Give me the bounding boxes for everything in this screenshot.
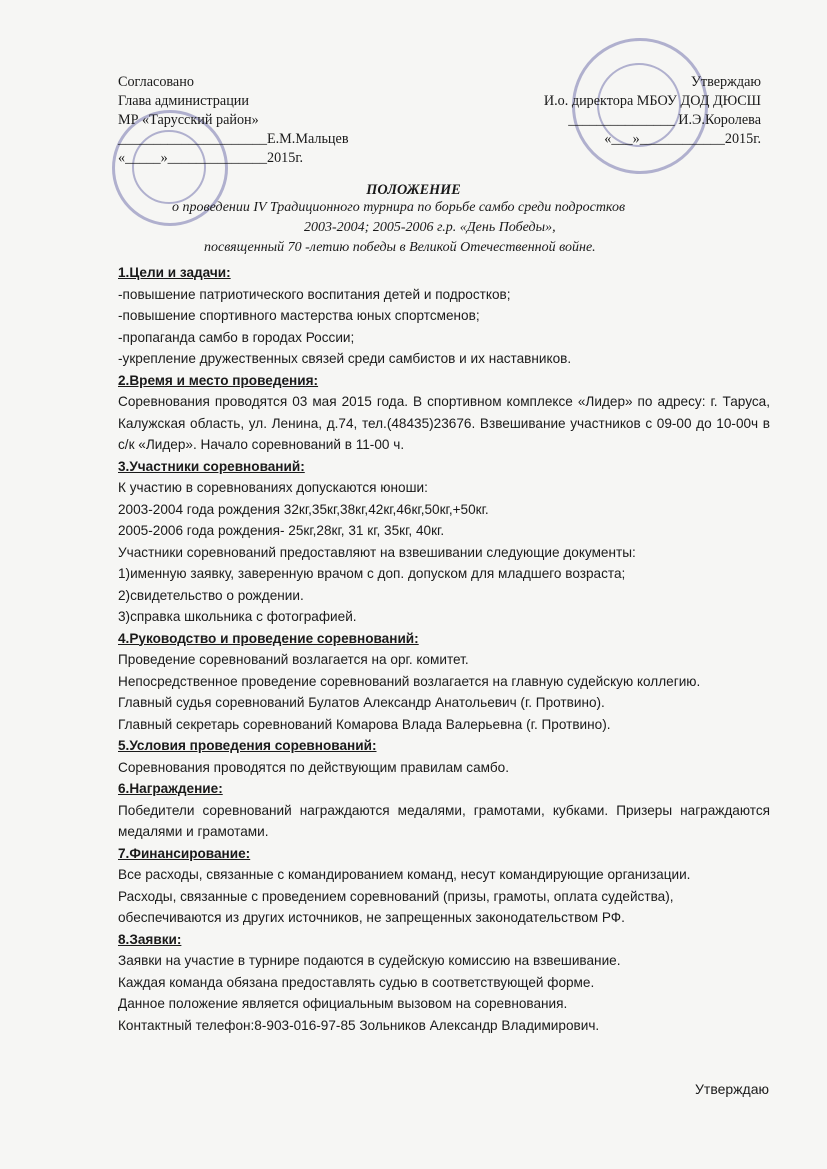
paragraph-line: Главный секретарь соревнований Комарова Влада Валерьевна (г. Протвино). xyxy=(118,716,611,732)
paragraph-line: Участники соревнований предоставляют на взвешивании следующие документы: xyxy=(118,544,636,560)
district-name: МР «Тарусский район» xyxy=(118,112,259,128)
director-title: И.о. директора МБОУ ДОД ДЮСШ xyxy=(543,93,761,109)
signature-line-right: _______________ И.Э.Королева xyxy=(568,112,761,128)
paragraph-line: -пропаганда самбо в городах России; xyxy=(118,329,355,345)
paragraph-line: обеспечиваются из других источников, не запрещенных законодательством РФ. xyxy=(118,910,625,925)
date-line-right: «___»____________2015г. xyxy=(604,131,761,147)
paragraph-line: Непосредственное проведение соревнований возлагается на главную судейскую коллегию. xyxy=(118,673,701,689)
section-heading: 7.Финансирование: xyxy=(118,845,251,861)
paragraph-line: Заявки на участие в турнире подаются в судейскую комиссию на взвешивание. xyxy=(118,953,621,968)
paragraph-line: К участию в соревнованиях допускаются юноши: xyxy=(118,480,428,495)
section-heading: 6.Награждение: xyxy=(118,781,223,796)
head-of-administration: Глава администрации xyxy=(118,93,249,109)
paragraph-text: Соревнования проводятся 03 мая 2015 года. В спортивном комплексе «Лидер» по адресу: г. Таруса, Калужская область, ул. Ленина, д.74, тел.(48435)23676. Взвешивание участников с 09-00 до 10-00ч в с/к «Лидер». Начало соревнований в 11-00 ч. xyxy=(118,394,770,452)
document-body xyxy=(118,262,770,1036)
paragraph-line: Расходы, связанные с проведением соревнований (призы, грамоты, оплата судейства), xyxy=(118,888,674,904)
section-heading: 2.Время и место проведения: xyxy=(118,372,319,388)
section-heading: 1.Цели и задачи: xyxy=(118,265,231,280)
paragraph-line: Проведение соревнований возлагается на орг. комитет. xyxy=(118,652,469,667)
agreed-label: Согласовано xyxy=(118,74,194,90)
title-line-4: посвященный 70 -летию победы в Великой Отечественной войне. xyxy=(204,240,596,255)
paragraph-line: 2)свидетельство о рождении. xyxy=(118,587,304,603)
approval-block-right xyxy=(544,73,761,149)
section-heading: 4.Руководство и проведение соревнований: xyxy=(118,630,419,646)
paragraph-line: -укрепление дружественных связей среди самбистов и их наставников. xyxy=(118,351,572,366)
document-title: ПОЛОЖЕНИЕ xyxy=(366,182,461,198)
section-heading: 8.Заявки: xyxy=(118,931,182,947)
approval-block-left xyxy=(118,73,349,168)
paragraph-line: 3)справка школьника с фотографией. xyxy=(118,609,357,624)
paragraph-line: 2005-2006 года рождения- 25кг,28кг, 31 кг, 35кг, 40кг. xyxy=(118,523,445,538)
footer-approve-label: Утверждаю xyxy=(695,1081,769,1097)
paragraph-line: -повышение патриотического воспитания детей и подростков; xyxy=(118,286,511,302)
approve-label: Утверждаю xyxy=(690,74,761,90)
paragraph-line: Главный судья соревнований Булатов Александр Анатольевич (г. Протвино). xyxy=(118,695,605,710)
paragraph-line: Соревнования проводятся по действующим правилам самбо. xyxy=(118,759,509,775)
title-line-2: о проведении IV Традиционного турнира по борьбе самбо среди подростков xyxy=(172,200,626,215)
paragraph-line: 2003-2004 года рождения 32кг,35кг,38кг,42кг,46кг,50кг,+50кг. xyxy=(118,501,489,517)
paragraph-text: Победители соревнований награждаются медалями, грамотами, кубками. Призеры награждаются медалями и грамотами. xyxy=(118,802,770,839)
paragraph-line: Данное положение является официальным вызовом на соревнования. xyxy=(118,996,568,1011)
date-line-left: «_____»______________2015г. xyxy=(118,150,304,166)
paragraph-line: Каждая команда обязана предоставлять судью в соответствующей форме. xyxy=(118,974,595,990)
title-line-3: 2003-2004; 2005-2006 г.р. «День Победы», xyxy=(304,220,556,235)
paragraph-line: Все расходы, связанные с командированием команд, несут командирующие организации. xyxy=(118,867,691,882)
paragraph-line: -повышение спортивного мастерства юных спортсменов; xyxy=(118,308,480,323)
section-heading: 3.Участники соревнований: xyxy=(118,458,305,474)
paragraph-line: 1)именную заявку, заверенную врачом с доп. допуском для младшего возраста; xyxy=(118,566,626,581)
signature-line-left: _____________________Е.М.Мальцев xyxy=(118,131,349,147)
paragraph-line: Контактный телефон:8-903-016-97-85 Зольников Александр Владимирович. xyxy=(118,1017,600,1033)
section-heading: 5.Условия проведения соревнований: xyxy=(118,738,377,753)
